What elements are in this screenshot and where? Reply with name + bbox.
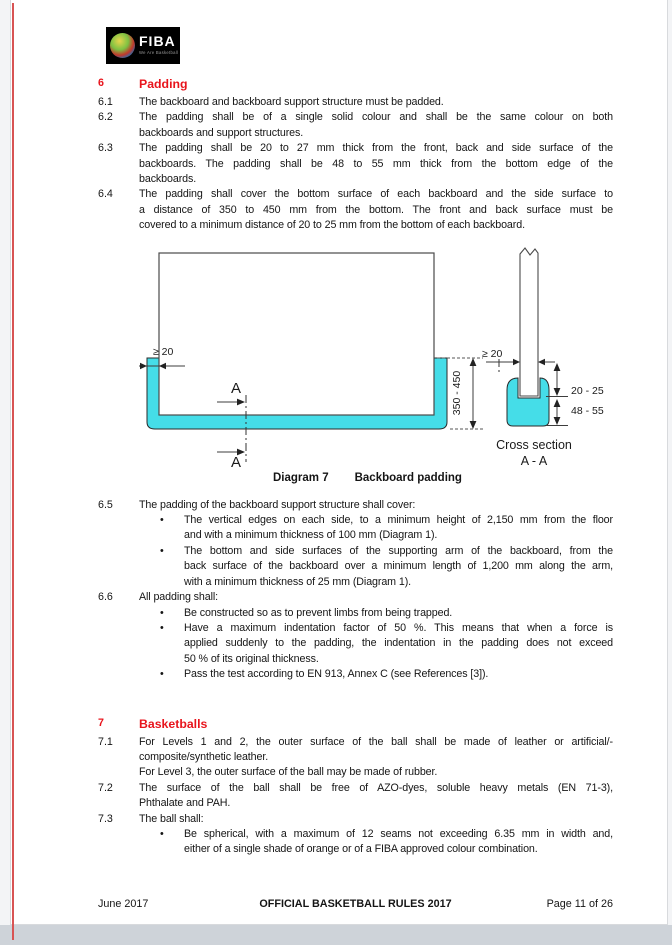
bullet-item bbox=[139, 606, 613, 621]
rule-6-5 bbox=[98, 498, 613, 590]
cross-front-back-label: 20 - 25 bbox=[571, 384, 604, 397]
front-thickness-label: ≥ 20 bbox=[153, 345, 174, 358]
section-7-rules bbox=[98, 735, 613, 858]
backboard-front-view bbox=[139, 253, 483, 471]
diagram-caption-label: Diagram 7 bbox=[273, 471, 329, 484]
rule-6-3 bbox=[98, 141, 613, 187]
bullet-item bbox=[139, 827, 613, 858]
fiba-globe-icon bbox=[106, 27, 139, 64]
rule-6-4 bbox=[98, 187, 613, 233]
rule-number: 6.3 bbox=[98, 142, 113, 155]
rule-6-6 bbox=[98, 590, 613, 682]
rule-text: The padding shall cover the bottom surface of each backboard and the side surface to a distance of 350 to 450 mm from the bottom. The front and back surface must be covered to a minimum distance of 20 to 25 mm from the bottom of each backboard. bbox=[139, 188, 613, 232]
cross-section-title: Cross section bbox=[496, 437, 572, 452]
section-heading-padding bbox=[98, 76, 613, 92]
bullet-item bbox=[139, 621, 613, 667]
rule-number: 7.3 bbox=[98, 812, 113, 825]
cross-section-subtitle: A - A bbox=[520, 453, 548, 468]
bullet-text: • Be constructed so as to prevent limbs from being trapped. bbox=[184, 606, 453, 619]
fiba-tagline: We Are Basketball bbox=[139, 50, 179, 55]
rule-text bbox=[139, 590, 613, 682]
cross-thickness-dim bbox=[482, 348, 555, 375]
diagram-caption-title: Backboard padding bbox=[354, 471, 462, 484]
front-height-label: 350 - 450 bbox=[451, 370, 463, 415]
rule-6-2 bbox=[98, 110, 613, 141]
rule-7-2 bbox=[98, 781, 613, 812]
fiba-wordmark: FIBA bbox=[139, 33, 176, 49]
rule-paragraph: For Level 3, the outer surface of the ball may be made of rubber. bbox=[139, 766, 438, 779]
cross-board bbox=[520, 248, 538, 396]
rule-7-1 bbox=[98, 735, 613, 781]
section-title: Basketballs bbox=[139, 716, 208, 731]
bullet-item bbox=[139, 667, 613, 682]
section-letter-top: A bbox=[230, 379, 242, 397]
rule-text: The padding shall be 20 to 27 mm thick from the front, back and side surface of the backboards. The padding shall be 48 to 55 mm thick from the bottom edge of the backboards. bbox=[139, 142, 613, 186]
rule-text bbox=[139, 812, 613, 858]
backboard-padding-diagram bbox=[139, 245, 619, 471]
fiba-logo bbox=[106, 27, 180, 64]
cross-depth-dims bbox=[546, 363, 604, 426]
backboard-rect bbox=[159, 253, 434, 415]
rule-text bbox=[139, 498, 613, 590]
cross-section-view bbox=[482, 248, 604, 468]
rule-intro: The ball shall: bbox=[139, 812, 204, 825]
diagram-caption bbox=[98, 471, 613, 486]
rule-6-1 bbox=[98, 95, 613, 110]
footer-title: OFFICIAL BASKETBALL RULES 2017 bbox=[259, 898, 452, 910]
rule-intro: The padding of the backboard support structure shall cover: bbox=[139, 498, 416, 511]
section-number: 6 bbox=[98, 77, 104, 89]
page-content bbox=[98, 22, 613, 858]
viewer-bottom-band bbox=[0, 925, 672, 945]
footer-page-number: Page 11 of 26 bbox=[546, 898, 613, 910]
cross-bottom-label: 48 - 55 bbox=[571, 404, 604, 417]
bullet-text: • Pass the test according to EN 913, Annex C (see References [3]). bbox=[184, 668, 489, 681]
fiba-wordmark-block bbox=[139, 27, 180, 64]
rule-text bbox=[139, 735, 613, 781]
rule-intro: All padding shall: bbox=[139, 591, 219, 604]
bullet-text: • Have a maximum indentation factor of 50 %. This means that when a force is applied suddenly to the padding, the indentation in the padding does not exceed 50 % of its original thickness. bbox=[184, 621, 613, 665]
bullet-text: • The vertical edges on each side, to a minimum height of 2,150 mm from the floor and with a minimum thickness of 100 mm (Diagram 1). bbox=[184, 514, 613, 542]
footer-date: June 2017 bbox=[98, 898, 149, 910]
section-letter-bottom: A bbox=[230, 453, 242, 471]
rule-number: 7.2 bbox=[98, 781, 113, 794]
document-page bbox=[10, 0, 668, 925]
rule-number: 6.6 bbox=[98, 591, 113, 604]
bullet-text: • The bottom and side surfaces of the supporting arm of the backboard, from the back surface of the backboard over a minimum length of 1,200 mm along the arm, with a minimum thickness of 25 mm (Diagram 1). bbox=[184, 544, 613, 588]
rule-paragraph: For Levels 1 and 2, the outer surface of the ball shall be made of leather or artificial/- composite/synthetic leather. bbox=[139, 735, 613, 763]
rule-number: 7.1 bbox=[98, 735, 113, 748]
rule-text: The padding shall be of a single solid colour and shall be the same colour on both backboards and support structures. bbox=[139, 111, 613, 139]
section-title: Padding bbox=[139, 77, 188, 91]
section-6-rules bbox=[98, 95, 613, 234]
bullet-text: • Be spherical, with a maximum of 12 seams not exceeding 6.35 mm in width and, either of a single shade of orange or of a FIBA approved colour combination. bbox=[184, 827, 613, 856]
cross-thickness-label: ≥ 20 bbox=[482, 347, 503, 360]
section-number: 7 bbox=[98, 716, 104, 729]
bullet-item bbox=[139, 544, 613, 590]
section-6-rules-continued bbox=[98, 498, 613, 683]
rule-7-3 bbox=[98, 812, 613, 858]
rule-number: 6.1 bbox=[98, 96, 113, 108]
rule-number: 6.2 bbox=[98, 111, 113, 124]
rule-number: 6.5 bbox=[98, 498, 113, 511]
rule-text: The surface of the ball shall be free of AZO-dyes, soluble heavy metals (EN 71-3), Phthalate and PAH. bbox=[139, 781, 613, 810]
rule-text: The backboard and backboard support structure must be padded. bbox=[139, 96, 444, 108]
rule-number: 6.4 bbox=[98, 188, 113, 201]
red-margin-line bbox=[12, 3, 14, 940]
section-heading-basketballs bbox=[98, 716, 613, 732]
cross-section-label bbox=[496, 438, 572, 468]
bullet-item bbox=[139, 513, 613, 544]
